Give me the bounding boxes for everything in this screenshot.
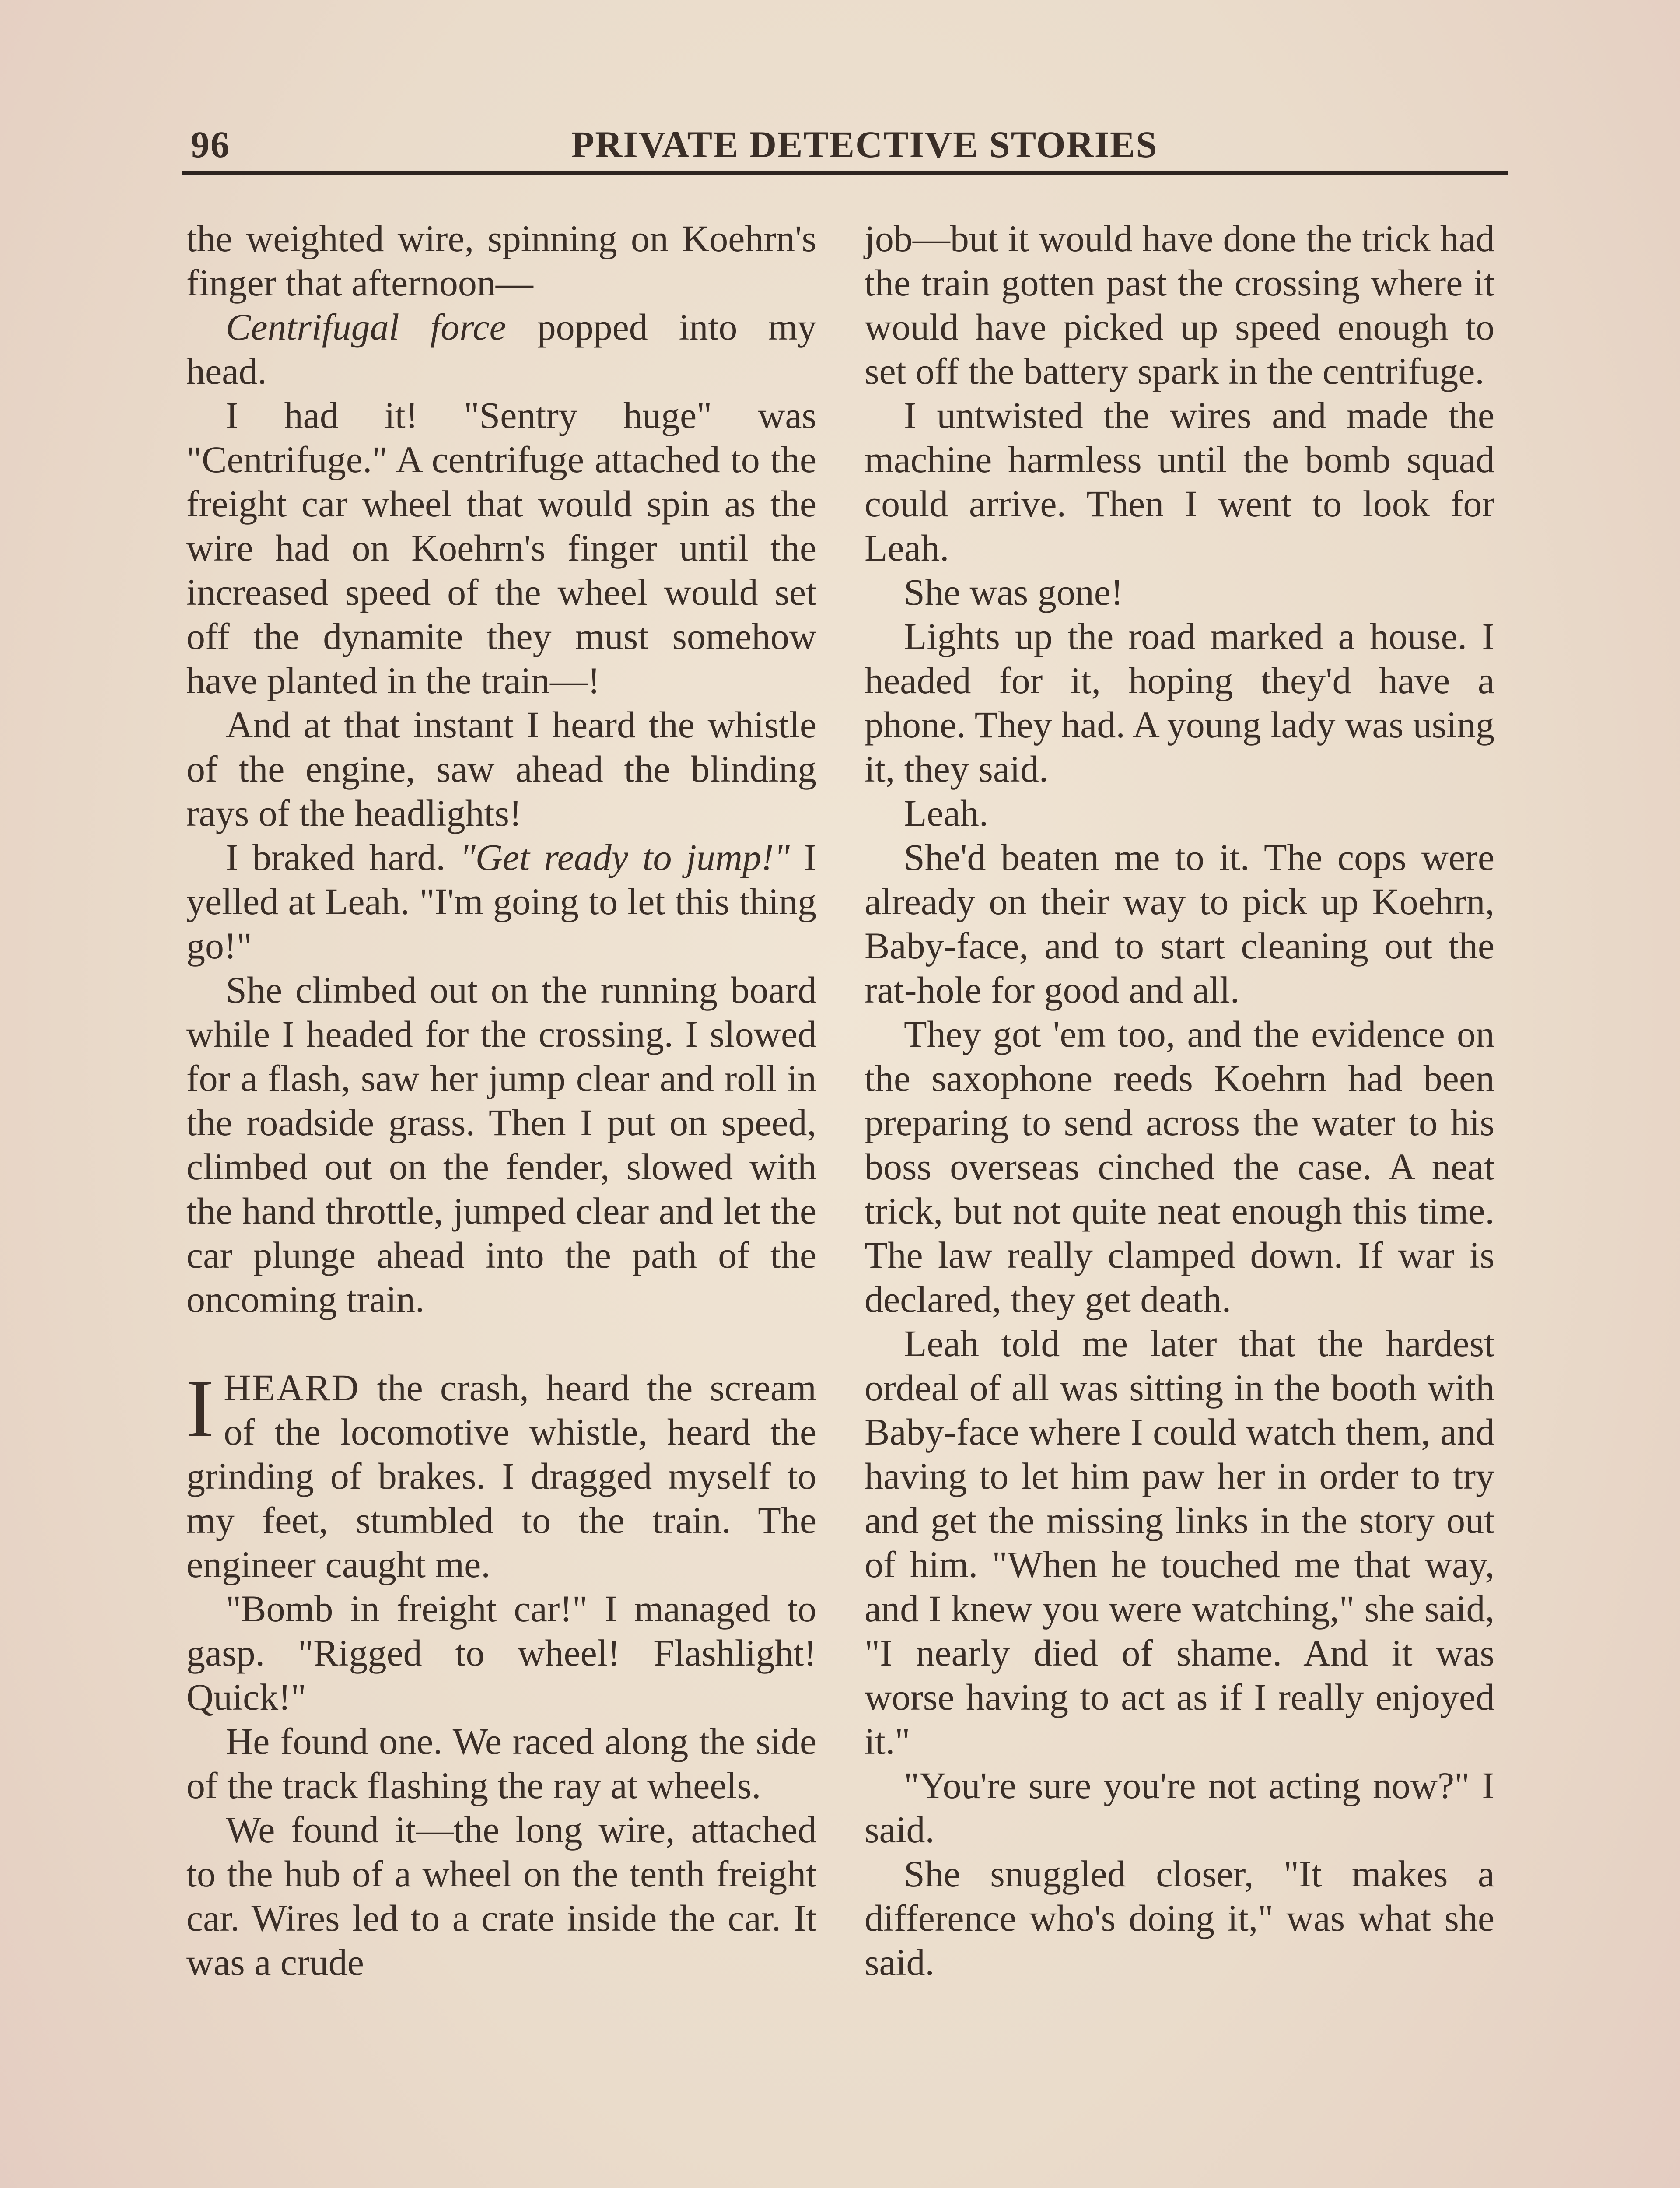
header-divider (182, 171, 1508, 175)
drop-cap: I (186, 1363, 214, 1455)
paragraph (186, 1363, 816, 1587)
paragraph: She'd beaten me to it. The cops were already on their way to pick up Koehrn, Baby-face, and to start cleaning out the rat-hole for good and all. (864, 836, 1494, 1011)
italic-phrase: "Get ready to jump!" (459, 836, 790, 878)
paragraph-text: I braked hard. (226, 836, 460, 878)
paragraph: Lights up the road marked a house. I headed for it, hoping they'd have a phone. They had. A young lady was using it, they said. (864, 615, 1494, 790)
page-number: 96 (191, 123, 230, 165)
lead-in: HEARD (224, 1367, 360, 1409)
paragraph: She snuggled closer, "It makes a difference who's doing it," was what she said. (864, 1853, 1494, 1983)
paragraph (186, 835, 816, 968)
paragraph: They got 'em too, and the evidence on the saxophone reeds Koehrn had been preparing to send across the water to his boss overseas cinched the case. A neat trick, but not quite neat enough this time. The law really clamped down. If war is declared, they get death. (864, 1013, 1494, 1320)
section-break (186, 1322, 816, 1366)
paragraph: I had it! "Sentry huge" was "Centrifuge." A centrifuge attached to the freight car wheel that would spin as the wire had on Koehrn's finger until the increased speed of the wheel would set off the dynamite they must somehow have planted in the train—! (186, 394, 816, 701)
paragraph: I untwisted the wires and made the machine harmless until the bomb squad could arrive. Then I went to look for Leah. (864, 394, 1494, 569)
paragraph-text: popped into my head. (186, 306, 816, 392)
paragraph: And at that instant I heard the whistle of the engine, saw ahead the blinding rays of the headlights! (186, 704, 816, 834)
paragraph: She climbed out on the running board while I headed for the crossing. I slowed for a flash, saw her jump clear and roll in the roadside grass. Then I put on speed, climbed out on the fender, slowed with the hand throttle, jumped clear and let the car plunge ahead into the path of the oncoming train. (186, 969, 816, 1320)
paragraph: the weighted wire, spinning on Koehrn's finger that afternoon— (186, 217, 816, 304)
paragraph: "You're sure you're not acting now?" I said. (864, 1764, 1494, 1851)
paragraph-text: the crash, heard the scream of the locomotive whistle, heard the grinding of brakes. I dragged myself to my feet, stumbled to the train. The engineer caught me. (186, 1367, 816, 1585)
right-column (864, 217, 1494, 1985)
paragraph: Leah told me later that the hardest ordeal of all was sitting in the booth with Baby-face where I could watch them, and having to let him paw her in order to try and get the missing links in the story out of him. "When he touched me that way, and I knew you were watching," she said, "I nearly died of shame. And it was worse having to act as if I really enjoyed it." (864, 1322, 1494, 1762)
paragraph: We found it—the long wire, attached to the hub of a wheel on the tenth freight car. Wires led to a crate inside the car. It was a crude (186, 1809, 816, 1983)
left-column (186, 217, 816, 1985)
paragraph: He found one. We raced along the side of the track flashing the ray at wheels. (186, 1720, 816, 1806)
paragraph-text: I yelled at Leah. "I'm going to let this thing go!" (186, 836, 816, 967)
paragraph: "Bomb in freight car!" I managed to gasp. "Rigged to wheel! Flashlight! Quick!" (186, 1588, 816, 1718)
italic-phrase: Centrifugal force (226, 306, 506, 348)
paragraph: job—but it would have done the trick had the train gotten past the crossing where it would have picked up speed enough to set off the battery spark in the centrifuge. (864, 217, 1494, 392)
magazine-title: PRIVATE DETECTIVE STORIES (571, 123, 1158, 165)
page-header (191, 118, 1503, 166)
paragraph (186, 305, 816, 393)
paragraph: Leah. (904, 792, 989, 834)
paragraph: She was gone! (904, 571, 1124, 613)
